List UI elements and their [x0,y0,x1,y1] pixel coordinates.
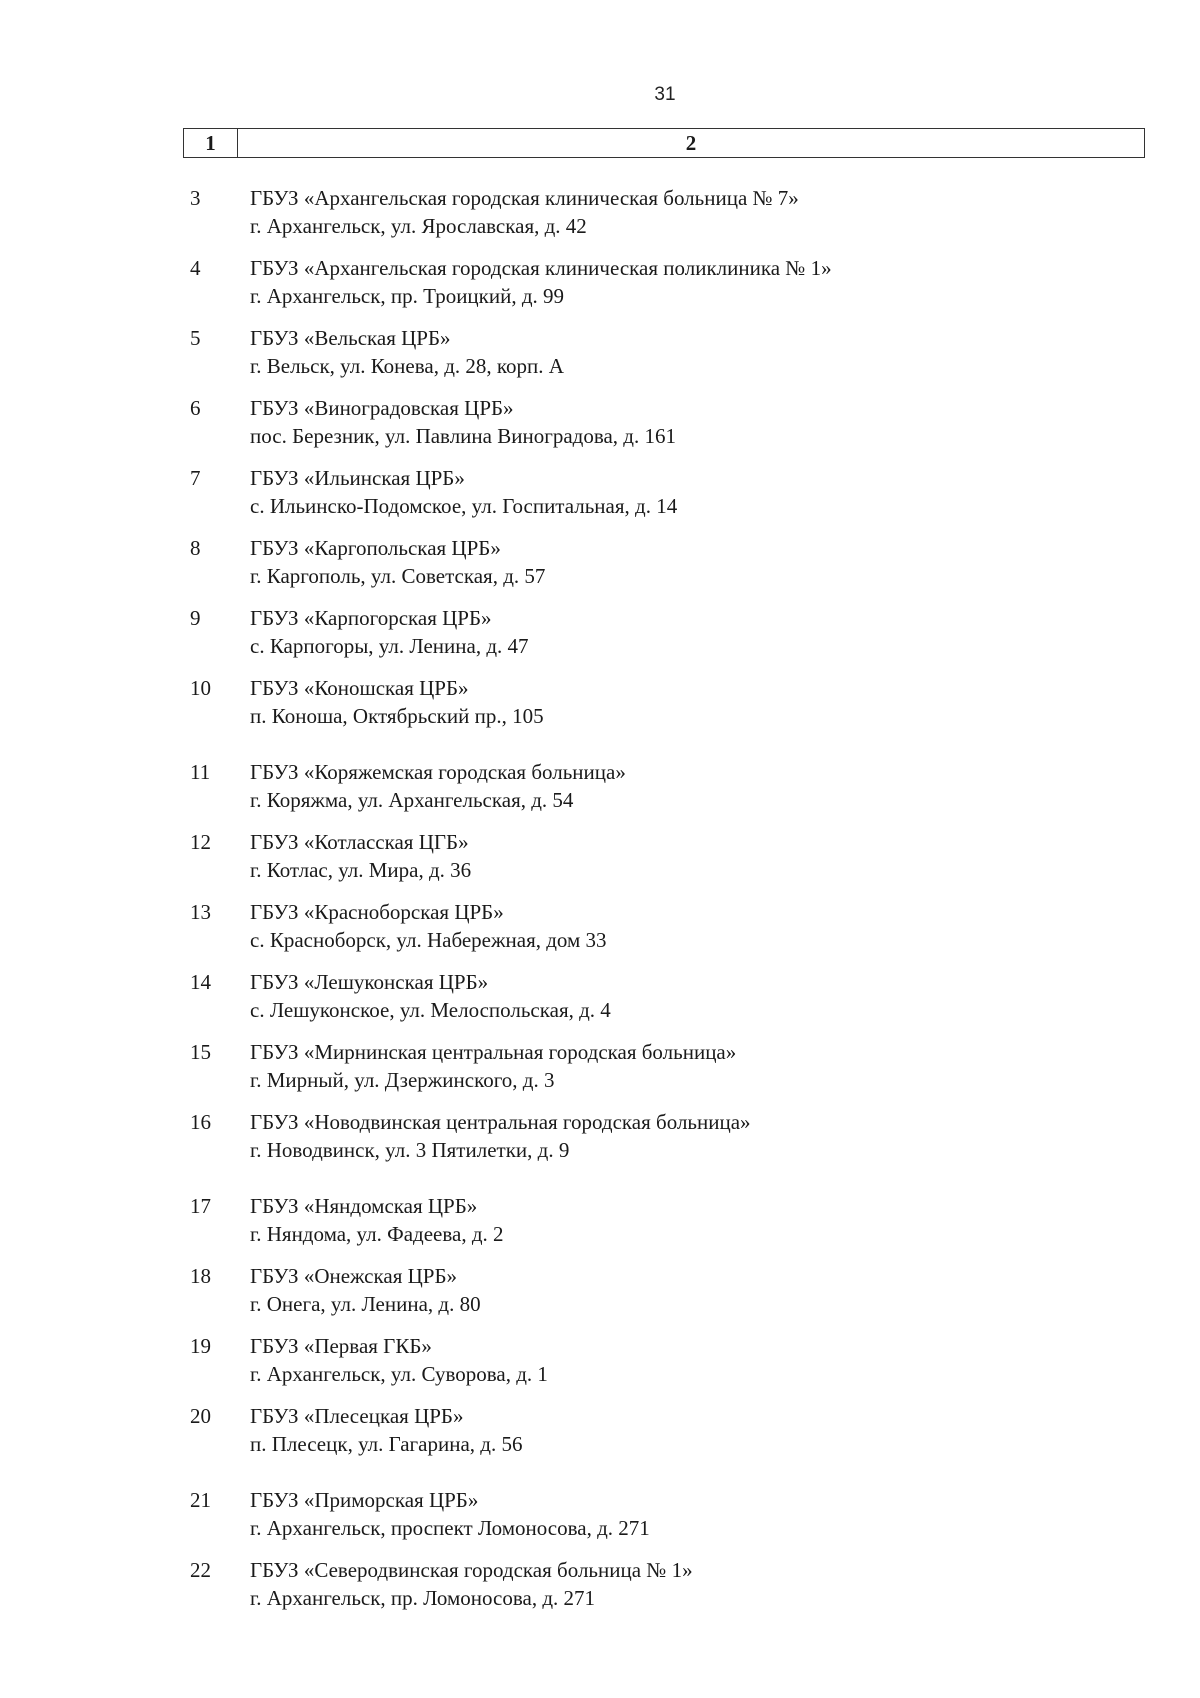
entry-number: 20 [190,1404,211,1428]
institution-name: ГБУЗ «Архангельская городская клиническая больница № 7» [250,186,799,210]
institution-address: с. Лешуконское, ул. Мелоспольская, д. 4 [250,998,611,1022]
institution-name: ГБУЗ «Каргопольская ЦРБ» [250,536,501,560]
entry-number: 18 [190,1264,211,1288]
institution-name: ГБУЗ «Карпогорская ЦРБ» [250,606,492,630]
entry-number: 9 [190,606,201,630]
institution-address: г. Онега, ул. Ленина, д. 80 [250,1292,481,1316]
institution-name: ГБУЗ «Приморская ЦРБ» [250,1488,479,1512]
entry-number: 11 [190,760,211,784]
institution-address: с. Карпогоры, ул. Ленина, д. 47 [250,634,529,658]
institution-name: ГБУЗ «Мирнинская центральная городская больница» [250,1040,737,1064]
entry-text [250,534,545,590]
institution-address: п. Коноша, Октябрьский пр., 105 [250,704,544,728]
institution-name: ГБУЗ «Няндомская ЦРБ» [250,1194,478,1218]
institution-name: ГБУЗ «Вельская ЦРБ» [250,326,451,350]
entry-text [250,898,607,954]
entry-text [250,1038,736,1094]
institution-address: пос. Березник, ул. Павлина Виноградова, д. 161 [250,424,676,448]
institution-name: ГБУЗ «Котласская ЦГБ» [250,830,469,854]
institution-name: ГБУЗ «Ильинская ЦРБ» [250,466,465,490]
entry-number: 15 [190,1040,211,1064]
table-header [183,128,1145,158]
entry-text [250,1402,522,1458]
institution-address: г. Мирный, ул. Дзержинского, д. 3 [250,1068,555,1092]
institution-name: ГБУЗ «Лешуконская ЦРБ» [250,970,489,994]
institution-name: ГБУЗ «Виноградовская ЦРБ» [250,396,514,420]
entry-text [250,184,799,240]
header-col-2: 2 [685,131,697,155]
institution-name: ГБУЗ «Новодвинская центральная городская больница» [250,1110,751,1134]
institution-address: г. Котлас, ул. Мира, д. 36 [250,858,472,882]
entry-text [250,394,676,450]
entry-number: 10 [190,676,211,700]
institution-name: ГБУЗ «Первая ГКБ» [250,1334,432,1358]
entry-number: 4 [190,256,201,280]
entry-text [250,1332,548,1388]
entry-text [250,1486,650,1542]
entry-text [250,968,611,1024]
institution-address: г. Вельск, ул. Конева, д. 28, корп. А [250,354,564,378]
institution-name: ГБУЗ «Плесецкая ЦРБ» [250,1404,464,1428]
entry-number: 19 [190,1334,211,1358]
entry-number: 5 [190,326,201,350]
entry-text [250,1556,693,1612]
entry-number: 16 [190,1110,211,1134]
page-number: 31 [654,84,676,105]
entry-number: 6 [190,396,201,420]
institution-name: ГБУЗ «Коношская ЦРБ» [250,676,469,700]
institution-address: с. Красноборск, ул. Набережная, дом 33 [250,928,607,952]
institution-address: г. Коряжма, ул. Архангельская, д. 54 [250,788,574,812]
institution-name: ГБУЗ «Архангельская городская клиническая поликлиника № 1» [250,256,832,280]
institution-address: г. Архангельск, пр. Ломоносова, д. 271 [250,1586,596,1610]
institution-address: г. Каргополь, ул. Советская, д. 57 [250,564,546,588]
institution-name: ГБУЗ «Онежская ЦРБ» [250,1264,458,1288]
institution-address: п. Плесецк, ул. Гагарина, д. 56 [250,1432,523,1456]
entry-number: 8 [190,536,201,560]
entry-number: 7 [190,466,201,490]
entry-text [250,1262,481,1318]
institution-address: г. Новодвинск, ул. 3 Пятилетки, д. 9 [250,1138,570,1162]
entry-text [250,828,471,884]
institution-address: г. Архангельск, ул. Суворова, д. 1 [250,1362,548,1386]
entry-number: 13 [190,900,211,924]
entry-text [250,254,832,310]
institution-address: г. Няндома, ул. Фадеева, д. 2 [250,1222,504,1246]
entry-text [250,1108,751,1164]
institution-address: г. Архангельск, проспект Ломоносова, д. 271 [250,1516,650,1540]
entry-number: 17 [190,1194,211,1218]
institution-address: с. Ильинско-Подомское, ул. Госпитальная, д. 14 [250,494,678,518]
entry-text [250,758,626,814]
entry-number: 22 [190,1558,211,1582]
entry-number: 21 [190,1488,211,1512]
entry-text [250,324,564,380]
entry-number: 12 [190,830,211,854]
institution-address: г. Архангельск, пр. Троицкий, д. 99 [250,284,565,308]
institution-name: ГБУЗ «Красноборская ЦРБ» [250,900,504,924]
entry-text [250,1192,504,1248]
entry-text [250,604,529,660]
header-col-1: 1 [184,129,238,157]
institution-address: г. Архангельск, ул. Ярославская, д. 42 [250,214,587,238]
entry-number: 3 [190,186,201,210]
entry-number: 14 [190,970,211,994]
entry-text [250,464,677,520]
entry-text [250,674,544,730]
institution-name: ГБУЗ «Коряжемская городская больница» [250,760,626,784]
institution-name: ГБУЗ «Северодвинская городская больница № 1» [250,1558,693,1582]
